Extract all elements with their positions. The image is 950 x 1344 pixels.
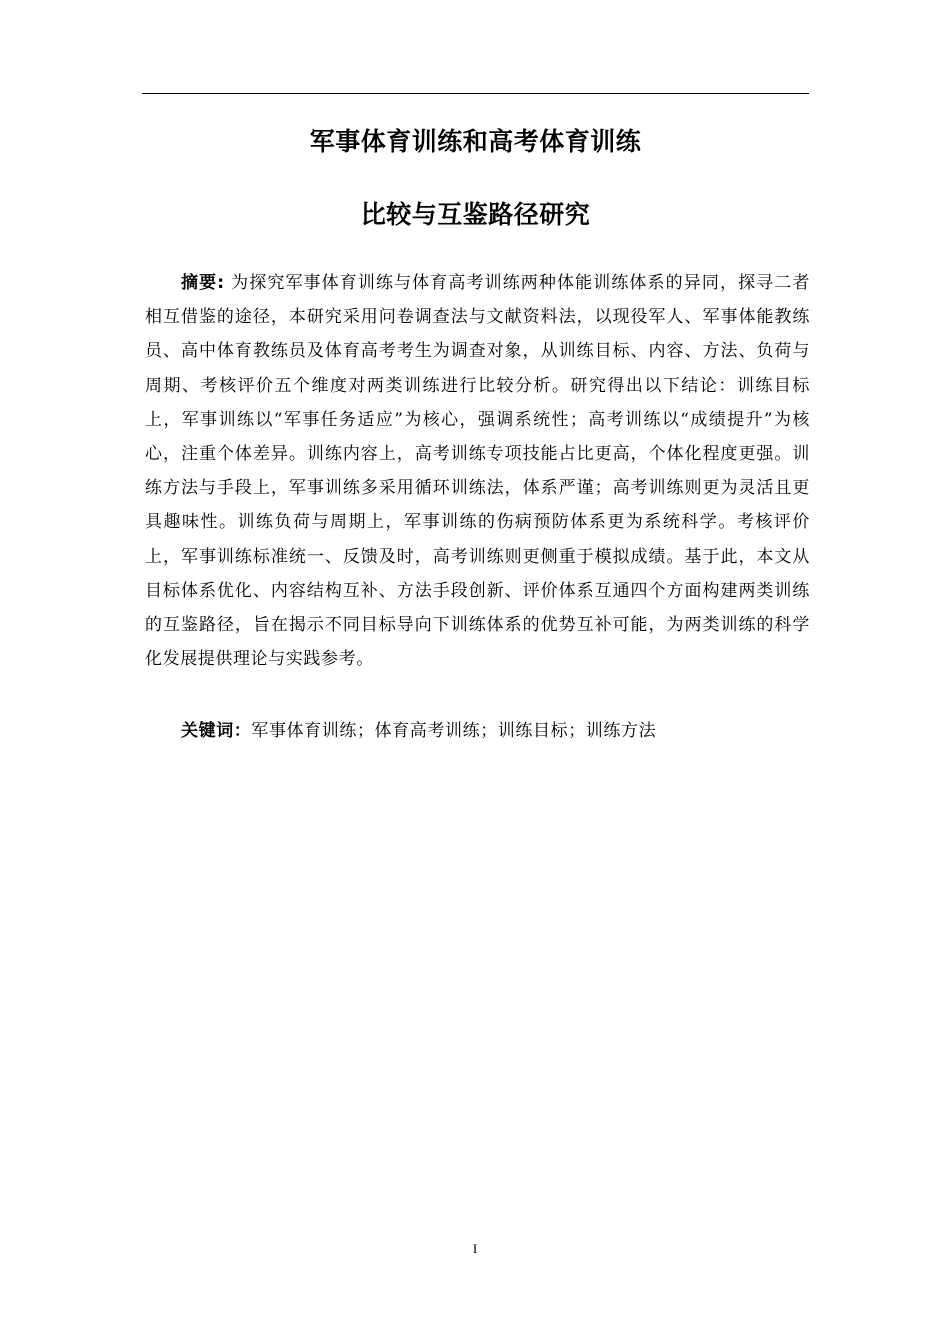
abstract-text: 为探究军事体育训练与体育高考训练两种体能训练体系的异同，探寻二者相互借鉴的途径，本研究采用问卷调查法与文献资料法，以现役军人、军事体能教练员、高中体育教练员及体育高考考生为调查对象，从训练目标、内容、方法、负荷与周期、考核评价五个维度对两类训练进行比较分析。研究得出以下结论：训练目标上，军事训练以“军事任务适应”为核心，强调系统性；高考训练以“成绩提升”为核心，注重个体差异。训练内容上，高考训练专项技能占比更高，个体化程度更强。训练方法与手段上，军事训练多采用循环训练法，体系严谨；高考训练则更为灵活且更具趣味性。训练负荷与周期上，军事训练的伤病预防体系更为系统科学。考核评价上，军事训练标准统一、反馈及时，高考训练则更侧重于模拟成绩。基于此，本文从目标体系优化、内容结构互补、方法手段创新、评价体系互通四个方面构建两类训练的互鉴路径，旨在揭示不同目标导向下训练体系的优势互补可能，为两类训练的科学化发展提供理论与实践参考。: [145, 273, 810, 670]
page-number: I: [472, 1241, 478, 1256]
abstract-paragraph: [145, 266, 810, 676]
keywords-text: 军事体育训练；体育高考训练；训练目标；训练方法: [251, 721, 657, 741]
header-rule: [142, 93, 809, 94]
abstract-label: 摘要:: [181, 273, 225, 293]
keywords-paragraph: [145, 714, 810, 748]
paper-title-line-1: 军事体育训练和高考体育训练: [309, 127, 642, 156]
paper-title-line-2: 比较与互鉴路径研究: [360, 200, 591, 229]
keywords-label: 关键词：: [181, 721, 252, 741]
